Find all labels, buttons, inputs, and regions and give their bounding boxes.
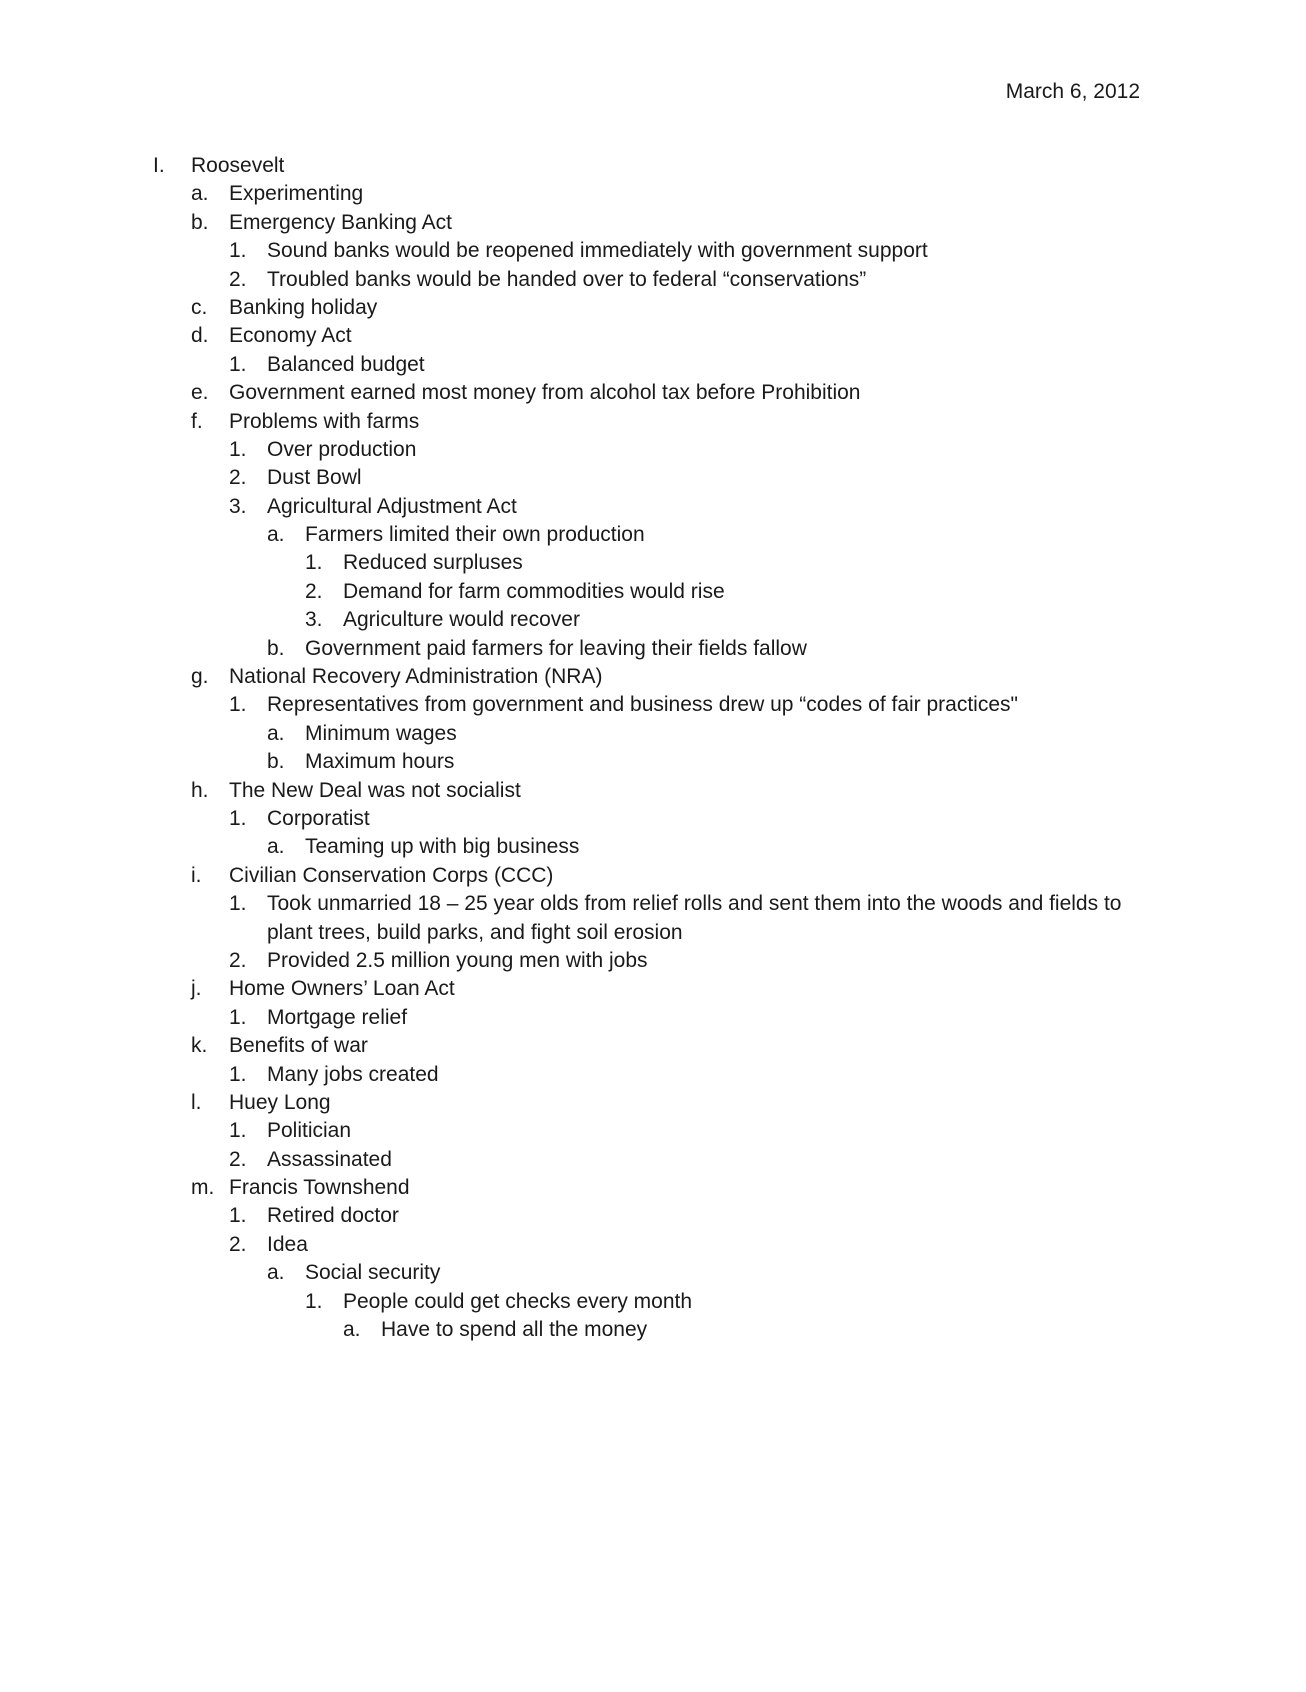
outline-item-text: Teaming up with big business xyxy=(305,835,580,859)
outline-item xyxy=(0,322,1306,350)
outline-item-marker: k. xyxy=(191,1034,208,1058)
outline-item-text: Minimum wages xyxy=(305,721,457,745)
outline-item-marker: 1. xyxy=(229,1062,247,1086)
outline-item xyxy=(0,691,1306,719)
outline-item-marker: a. xyxy=(267,523,285,547)
outline-item-text: Benefits of war xyxy=(229,1034,368,1058)
outline-item-text: Banking holiday xyxy=(229,295,378,319)
outline-item-text: Balanced budget xyxy=(267,352,425,376)
outline-item xyxy=(0,890,1306,947)
outline-item xyxy=(0,947,1306,975)
outline-item xyxy=(0,1004,1306,1032)
outline-item xyxy=(0,408,1306,436)
outline-item-marker: 3. xyxy=(229,494,247,518)
outline-item-text: Farmers limited their own production xyxy=(305,523,645,547)
outline-item xyxy=(0,521,1306,549)
outline-item-marker: b. xyxy=(267,636,285,660)
outline-item-text: Idea xyxy=(267,1232,308,1256)
outline-item-marker: 1. xyxy=(229,352,247,376)
outline-item xyxy=(0,606,1306,634)
outline-item xyxy=(0,1089,1306,1117)
outline-item xyxy=(0,1146,1306,1174)
outline-item xyxy=(0,1288,1306,1316)
outline-item-text: Dust Bowl xyxy=(267,466,362,490)
outline-item-marker: m. xyxy=(191,1176,215,1200)
outline-item-marker: a. xyxy=(267,721,285,745)
outline-item-marker: 3. xyxy=(305,608,323,632)
outline-item-marker: 2. xyxy=(305,579,323,603)
outline-item xyxy=(0,1174,1306,1202)
outline-item-marker: a. xyxy=(267,1261,285,1285)
outline-item-marker: g. xyxy=(191,665,209,689)
outline-item xyxy=(0,862,1306,890)
outline-item-text: Economy Act xyxy=(229,324,352,348)
outline-item xyxy=(0,152,1306,180)
outline-item-text: Emergency Banking Act xyxy=(229,210,452,234)
outline-item-text: National Recovery Administration (NRA) xyxy=(229,665,603,689)
outline-item xyxy=(0,1259,1306,1287)
outline-item-text: Mortgage relief xyxy=(267,1005,408,1029)
outline-item-marker: d. xyxy=(191,324,209,348)
outline-item-marker: 2. xyxy=(229,267,247,291)
outline-item xyxy=(0,351,1306,379)
outline-item-text: Agricultural Adjustment Act xyxy=(267,494,517,518)
outline-item xyxy=(0,237,1306,265)
outline-item-marker: i. xyxy=(191,863,202,887)
outline-item-text: Francis Townshend xyxy=(229,1176,410,1200)
outline-item-text: Experimenting xyxy=(229,182,364,206)
outline-item xyxy=(0,1316,1306,1344)
outline-item-text: Provided 2.5 million young men with jobs xyxy=(267,948,648,972)
outline-item-marker: c. xyxy=(191,295,208,319)
outline-item-text: Home Owners’ Loan Act xyxy=(229,977,455,1001)
outline-item-marker: e. xyxy=(191,381,209,405)
outline-item-text: Government paid farmers for leaving their fields fallow xyxy=(305,636,807,660)
outline-item-text: Roosevelt xyxy=(191,154,285,177)
outline-item-text: Social security xyxy=(305,1261,441,1285)
outline-item-marker: f. xyxy=(191,409,203,433)
outline-item xyxy=(0,294,1306,322)
outline-item-text: Assassinated xyxy=(267,1147,392,1171)
outline-item xyxy=(0,1117,1306,1145)
outline-item-marker: b. xyxy=(267,750,285,774)
outline-item-text: The New Deal was not socialist xyxy=(229,778,521,802)
outline-item-marker: 1. xyxy=(305,551,323,575)
outline-item-text: Took unmarried 18 – 25 year olds from relief rolls and sent them into the woods and fields to plant trees, build parks, and fight soil erosion xyxy=(267,892,1122,944)
outline-item-text: People could get checks every month xyxy=(343,1289,693,1313)
outline-item-marker: 1. xyxy=(229,693,247,717)
outline-item xyxy=(0,777,1306,805)
outline-item xyxy=(0,1061,1306,1089)
outline-item-text: Retired doctor xyxy=(267,1204,399,1228)
outline-item xyxy=(0,493,1306,521)
outline-item-marker: 1. xyxy=(229,1119,247,1143)
outline-item-text: Politician xyxy=(267,1119,352,1143)
outline-item-marker: b. xyxy=(191,210,209,234)
outline-item xyxy=(0,266,1306,294)
outline-item-text: Huey Long xyxy=(229,1090,331,1114)
outline-item xyxy=(0,209,1306,237)
document-date: March 6, 2012 xyxy=(1005,80,1140,103)
outline-item-marker: 1. xyxy=(305,1289,323,1313)
outline-item-marker: 2. xyxy=(229,948,247,972)
outline-item-marker: 1. xyxy=(229,806,247,830)
outline-item-text: Have to spend all the money xyxy=(381,1318,648,1342)
outline-item-marker: a. xyxy=(267,835,285,859)
outline-item xyxy=(0,436,1306,464)
outline-item-marker: 1. xyxy=(229,1005,247,1029)
outline-item-marker: 2. xyxy=(229,1232,247,1256)
outline-item-text: Corporatist xyxy=(267,806,370,830)
outline-item xyxy=(0,720,1306,748)
outline-item-marker: j. xyxy=(191,977,202,1001)
outline-item-marker: 1. xyxy=(229,437,247,461)
outline-item-marker: 1. xyxy=(229,1204,247,1228)
outline-item-marker: 2. xyxy=(229,466,247,490)
outline-item-marker: a. xyxy=(343,1318,361,1342)
outline-item-text: Many jobs created xyxy=(267,1062,439,1086)
outline-item xyxy=(0,379,1306,407)
outline-item-marker: 1. xyxy=(229,239,247,263)
outline-item-marker: h. xyxy=(191,778,209,802)
outline-item-text: Representatives from government and business drew up “codes of fair practices" xyxy=(267,693,1018,717)
outline-item-text: Civilian Conservation Corps (CCC) xyxy=(229,863,554,887)
outline-item xyxy=(0,180,1306,208)
outline-item-text: Problems with farms xyxy=(229,409,420,433)
outline-item-marker: l. xyxy=(191,1090,202,1114)
outline-item xyxy=(0,975,1306,1003)
outline-item-text: Troubled banks would be handed over to federal “conservations” xyxy=(267,267,867,291)
outline-item xyxy=(0,748,1306,776)
outline-item-marker: I. xyxy=(153,154,165,177)
outline-item-text: Sound banks would be reopened immediately with government support xyxy=(267,239,928,263)
outline-item-text: Government earned most money from alcohol tax before Prohibition xyxy=(229,381,861,405)
outline-item-text: Over production xyxy=(267,437,417,461)
outline-item-text: Agriculture would recover xyxy=(343,608,580,632)
outline-item xyxy=(0,549,1306,577)
outline-item xyxy=(0,805,1306,833)
outline-item xyxy=(0,833,1306,861)
outline-item xyxy=(0,635,1306,663)
outline-item xyxy=(0,1231,1306,1259)
outline-list xyxy=(0,152,1306,1344)
outline-item xyxy=(0,1202,1306,1230)
outline-item-marker: a. xyxy=(191,182,209,206)
outline-item-text: Reduced surpluses xyxy=(343,551,523,575)
outline-item-marker: 1. xyxy=(229,892,247,916)
outline-item xyxy=(0,663,1306,691)
outline-item xyxy=(0,1032,1306,1060)
outline-item-marker: 2. xyxy=(229,1147,247,1171)
outline-item-text: Maximum hours xyxy=(305,750,455,774)
outline-item-text: Demand for farm commodities would rise xyxy=(343,579,725,603)
outline-item xyxy=(0,464,1306,492)
outline-item xyxy=(0,578,1306,606)
